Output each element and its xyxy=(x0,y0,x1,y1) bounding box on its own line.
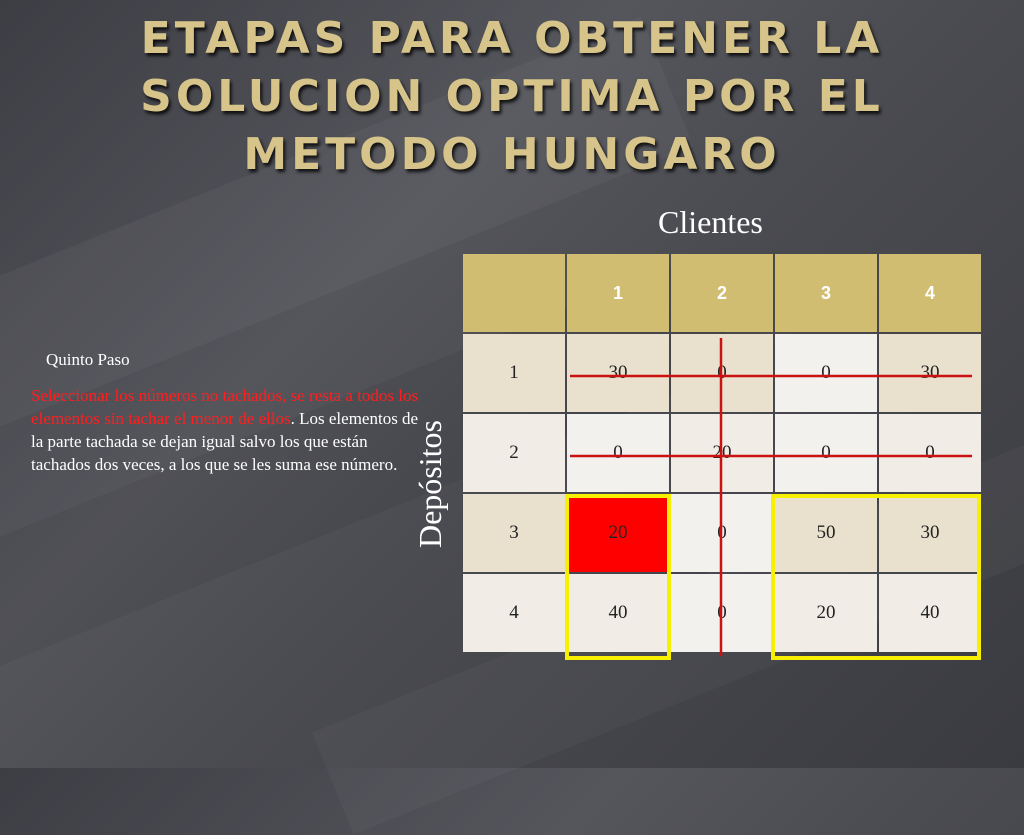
column-header: 4 xyxy=(879,254,981,332)
row-axis-label: Depósitos xyxy=(412,420,448,548)
matrix-cell: 50 xyxy=(775,494,877,572)
matrix-cell: 30 xyxy=(879,334,981,412)
step-label: Quinto Paso xyxy=(46,350,130,369)
title-line-1: ETAPAS PARA OBTENER LA xyxy=(140,13,884,64)
matrix-cell: 0 xyxy=(567,414,669,492)
row-header: 1 xyxy=(463,334,565,412)
slide-title xyxy=(60,10,964,184)
matrix-cell: 20 xyxy=(775,574,877,652)
corner-cell xyxy=(463,254,565,332)
matrix-cell: 0 xyxy=(879,414,981,492)
matrix-cell: 30 xyxy=(879,494,981,572)
matrix-cell: 0 xyxy=(671,334,773,412)
matrix-cell-selected: 20 xyxy=(567,494,669,572)
highlighted-instruction: Seleccionar los números no tachados, se resta a todos los elementos sin tachar el menor de ellos xyxy=(31,386,419,428)
column-axis-label: Clientes xyxy=(658,204,763,240)
row-header: 2 xyxy=(463,414,565,492)
step-description xyxy=(31,384,421,476)
row-header: 4 xyxy=(463,574,565,652)
assignment-matrix xyxy=(463,254,981,660)
column-header: 1 xyxy=(567,254,669,332)
instruction-continuation: . Los elementos de la parte tachada se dejan igual salvo los que están tachados dos veces, a los que se les suma ese número. xyxy=(31,409,419,474)
matrix-cell: 40 xyxy=(879,574,981,652)
column-header: 3 xyxy=(775,254,877,332)
title-line-2: SOLUCION OPTIMA POR EL xyxy=(140,71,884,122)
matrix-cell: 40 xyxy=(567,574,669,652)
matrix-cell: 0 xyxy=(775,414,877,492)
title-line-3: METODO HUNGARO xyxy=(243,129,781,180)
matrix-cell: 30 xyxy=(567,334,669,412)
matrix-cell: 0 xyxy=(775,334,877,412)
matrix-cell: 0 xyxy=(671,574,773,652)
matrix-cell: 20 xyxy=(671,414,773,492)
row-header: 3 xyxy=(463,494,565,572)
matrix-cell: 0 xyxy=(671,494,773,572)
column-header: 2 xyxy=(671,254,773,332)
